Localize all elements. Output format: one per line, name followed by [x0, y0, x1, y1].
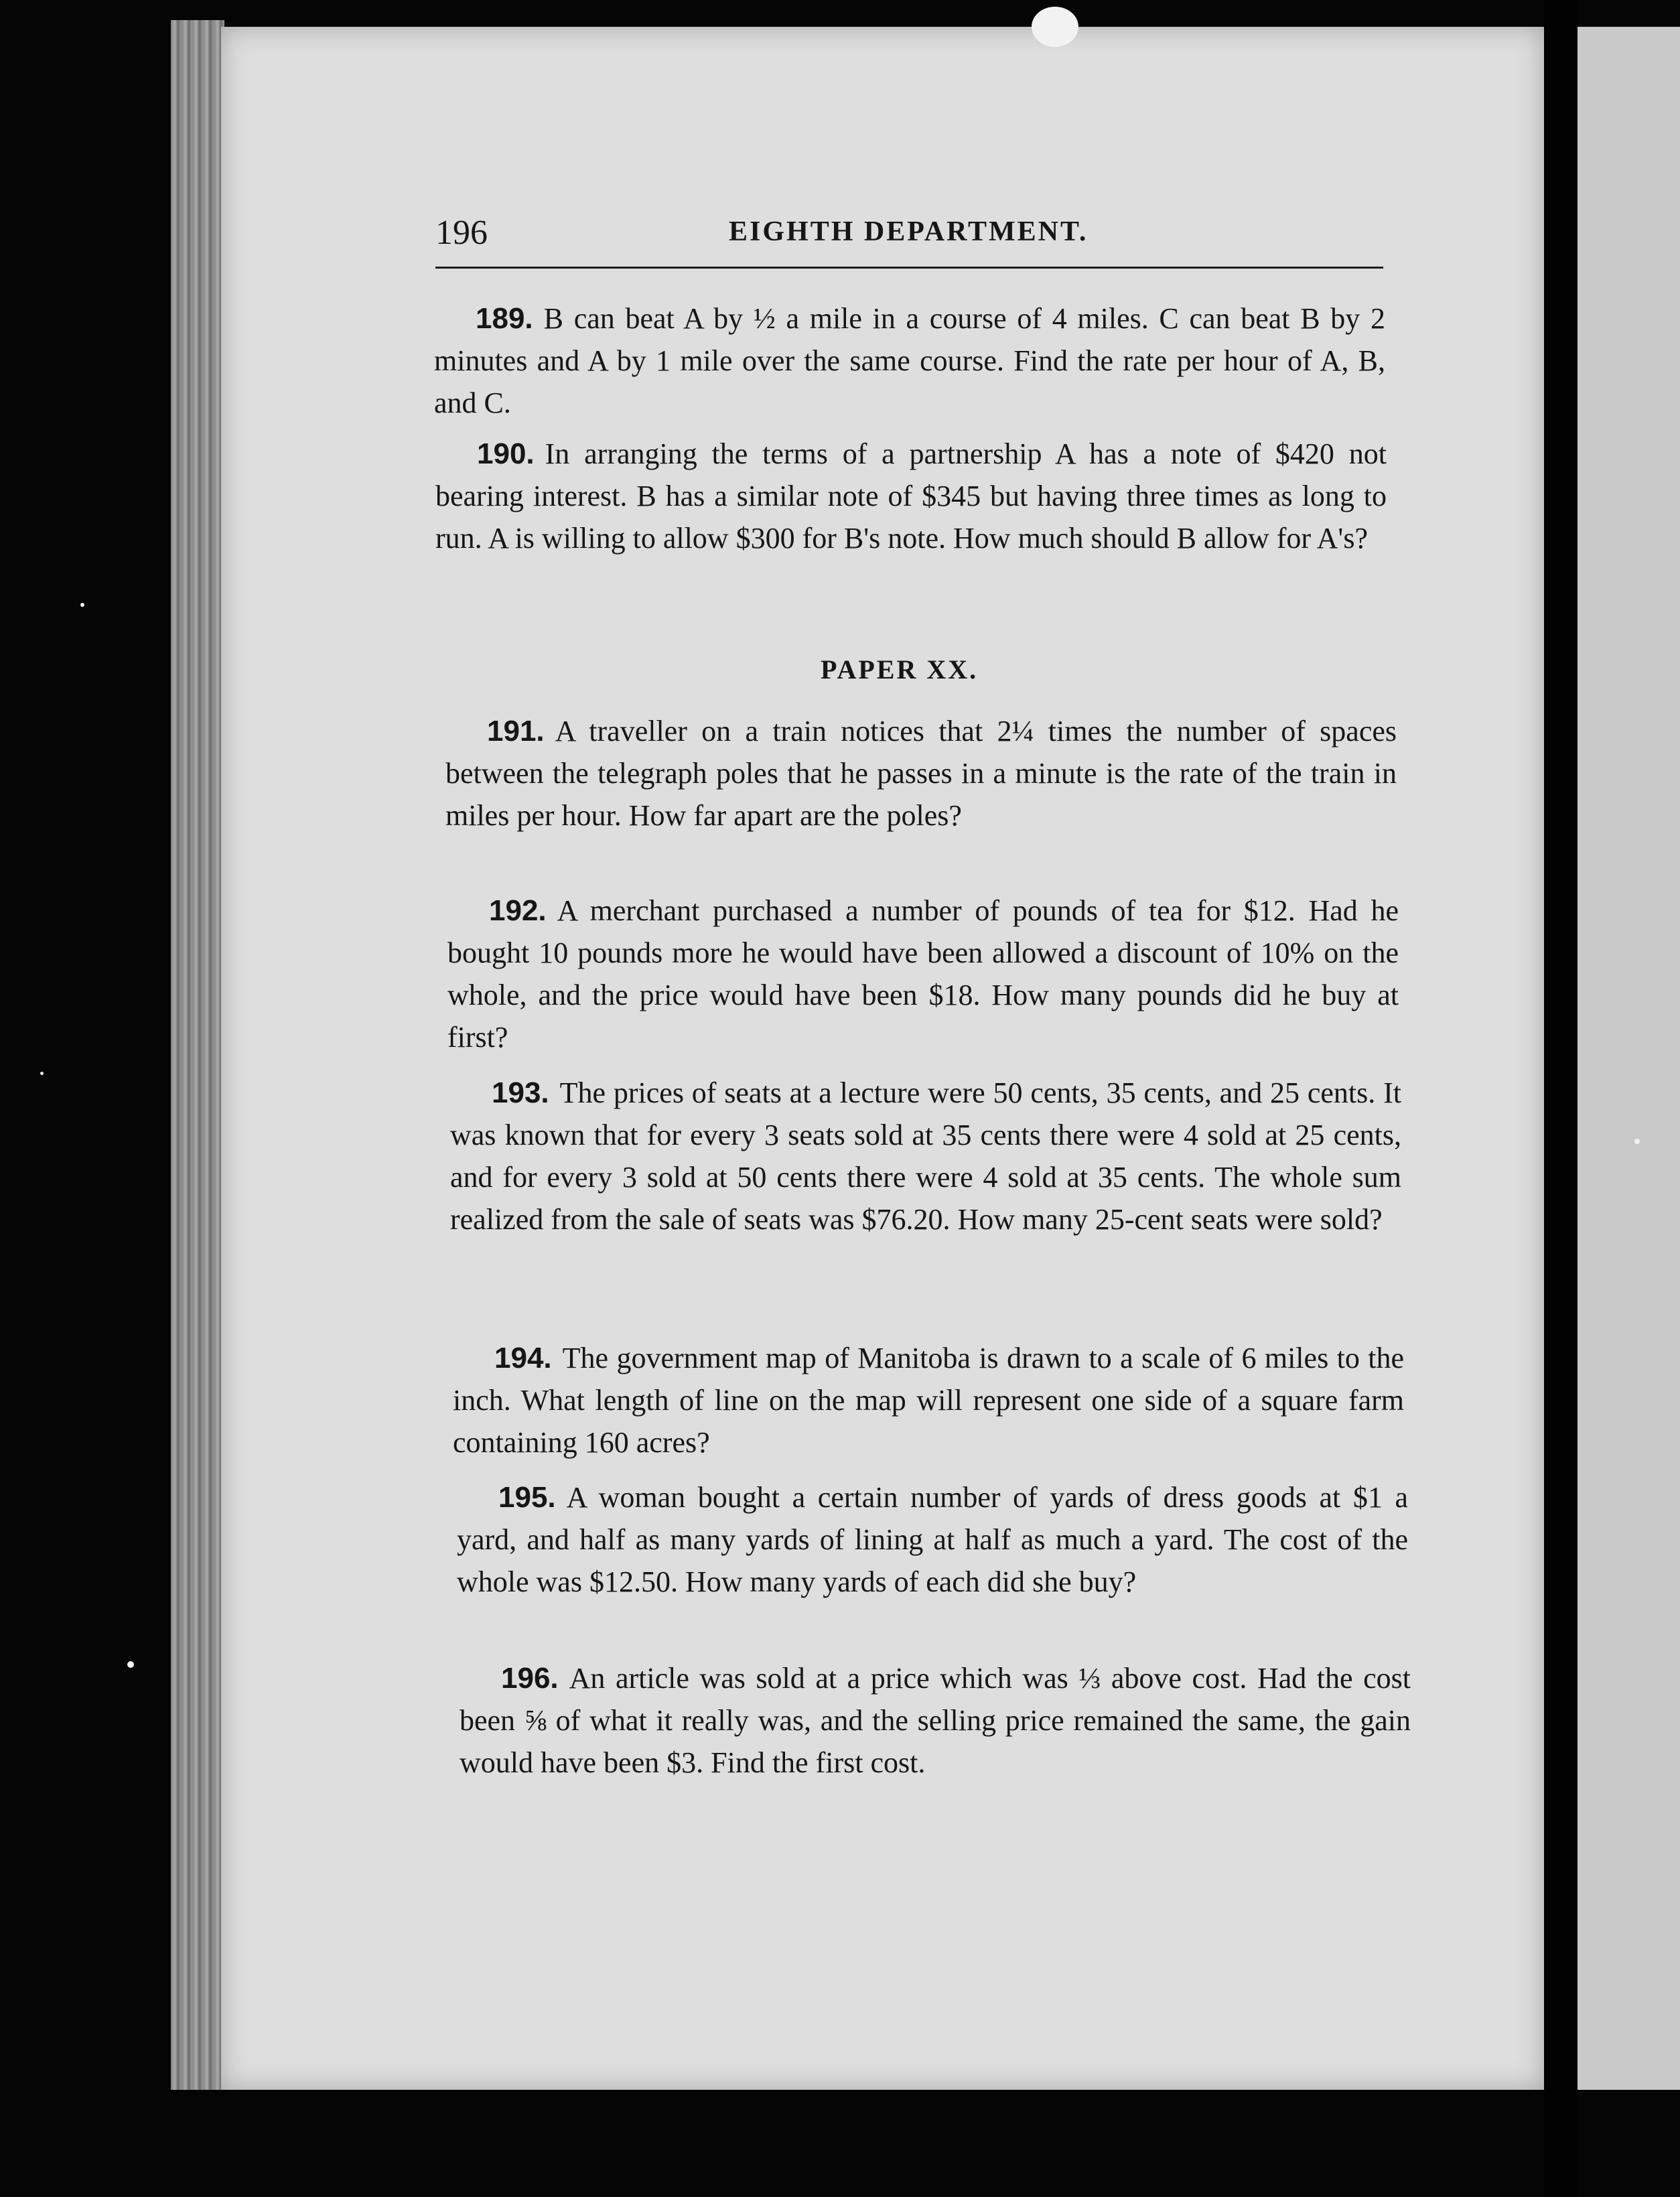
- problem-text: The prices of seats at a lecture were 50 cents, 35 cents, and 25 cents. It was known that for every 3 seats sold at 35 cents there were 4 sold at 25 cents, and for every 3 sold at 50 cents there were 4 sold at 35 cents. The whole sum realized from the sale of seats was $76.20. How many 25-cent seats were sold?: [450, 1076, 1401, 1236]
- scan-speck: [1032, 7, 1078, 47]
- header-rule: [435, 267, 1383, 269]
- problem-196: [460, 1657, 1411, 1784]
- page-number: 196: [435, 214, 488, 252]
- problem-194: [453, 1337, 1404, 1464]
- running-head-title: EIGHTH DEPARTMENT.: [729, 216, 1089, 247]
- problem-number: 190.: [477, 437, 535, 470]
- scan-speck: [80, 603, 84, 607]
- problem-text: B can beat A by ½ a mile in a course of 4 miles. C can beat B by 2 minutes and A by 1 mile over the same course. Find the rate per hour of A, B, and C.: [434, 302, 1385, 419]
- problem-193: [450, 1072, 1401, 1241]
- problem-text: A woman bought a certain number of yards of dress goods at $1 a yard, and half as many yards of lining at half as much a yard. The cost of the whole was $12.50. How many yards of each did she buy?: [457, 1481, 1408, 1598]
- problem-number: 192.: [489, 894, 547, 927]
- problem-190: [435, 433, 1387, 559]
- problem-number: 193.: [492, 1076, 549, 1109]
- problem-192: [447, 890, 1399, 1058]
- adjacent-page-edge: [1578, 27, 1680, 2090]
- problem-195: [457, 1476, 1408, 1603]
- gutter: [1544, 0, 1578, 2197]
- problem-text: In arranging the terms of a partnership A has a note of $420 not bearing interest. B has a similar note of $345 but having three times as long to run. A is willing to allow $300 for B's note. How much should B allow for A's?: [435, 437, 1387, 555]
- problem-text: A merchant purchased a number of pounds of tea for $12. Had he bought 10 pounds more he would have been allowed a discount of 10% on the whole, and the price would have been $18. How many pounds did he buy at first?: [447, 894, 1399, 1054]
- scan-speck: [127, 1661, 134, 1668]
- scan-speck: [1634, 1139, 1640, 1144]
- section-heading: PAPER XX.: [821, 654, 979, 685]
- running-head: [435, 213, 1380, 253]
- problem-191: [445, 710, 1397, 837]
- scan-speck: [40, 1072, 44, 1075]
- problem-189: [434, 297, 1385, 424]
- problem-text: The government map of Manitoba is drawn to a scale of 6 miles to the inch. What length of line on the map will represent one side of a square farm containing 160 acres?: [453, 1342, 1404, 1459]
- problem-text: An article was sold at a price which was ⅓ above cost. Had the cost been ⅝ of what it really was, and the selling price remained the same, the gain would have been $3. Find the first cost.: [460, 1662, 1411, 1779]
- problem-number: 189.: [476, 302, 533, 335]
- problem-number: 191.: [487, 715, 545, 748]
- problem-number: 194.: [494, 1342, 552, 1374]
- problem-text: A traveller on a train notices that 2¼ times the number of spaces between the telegraph poles that he passes in a minute is the rate of the train in miles per hour. How far apart are the poles?: [445, 715, 1397, 832]
- problem-number: 196.: [501, 1662, 559, 1695]
- problem-number: 195.: [498, 1481, 556, 1514]
- page-edges: [171, 20, 224, 2090]
